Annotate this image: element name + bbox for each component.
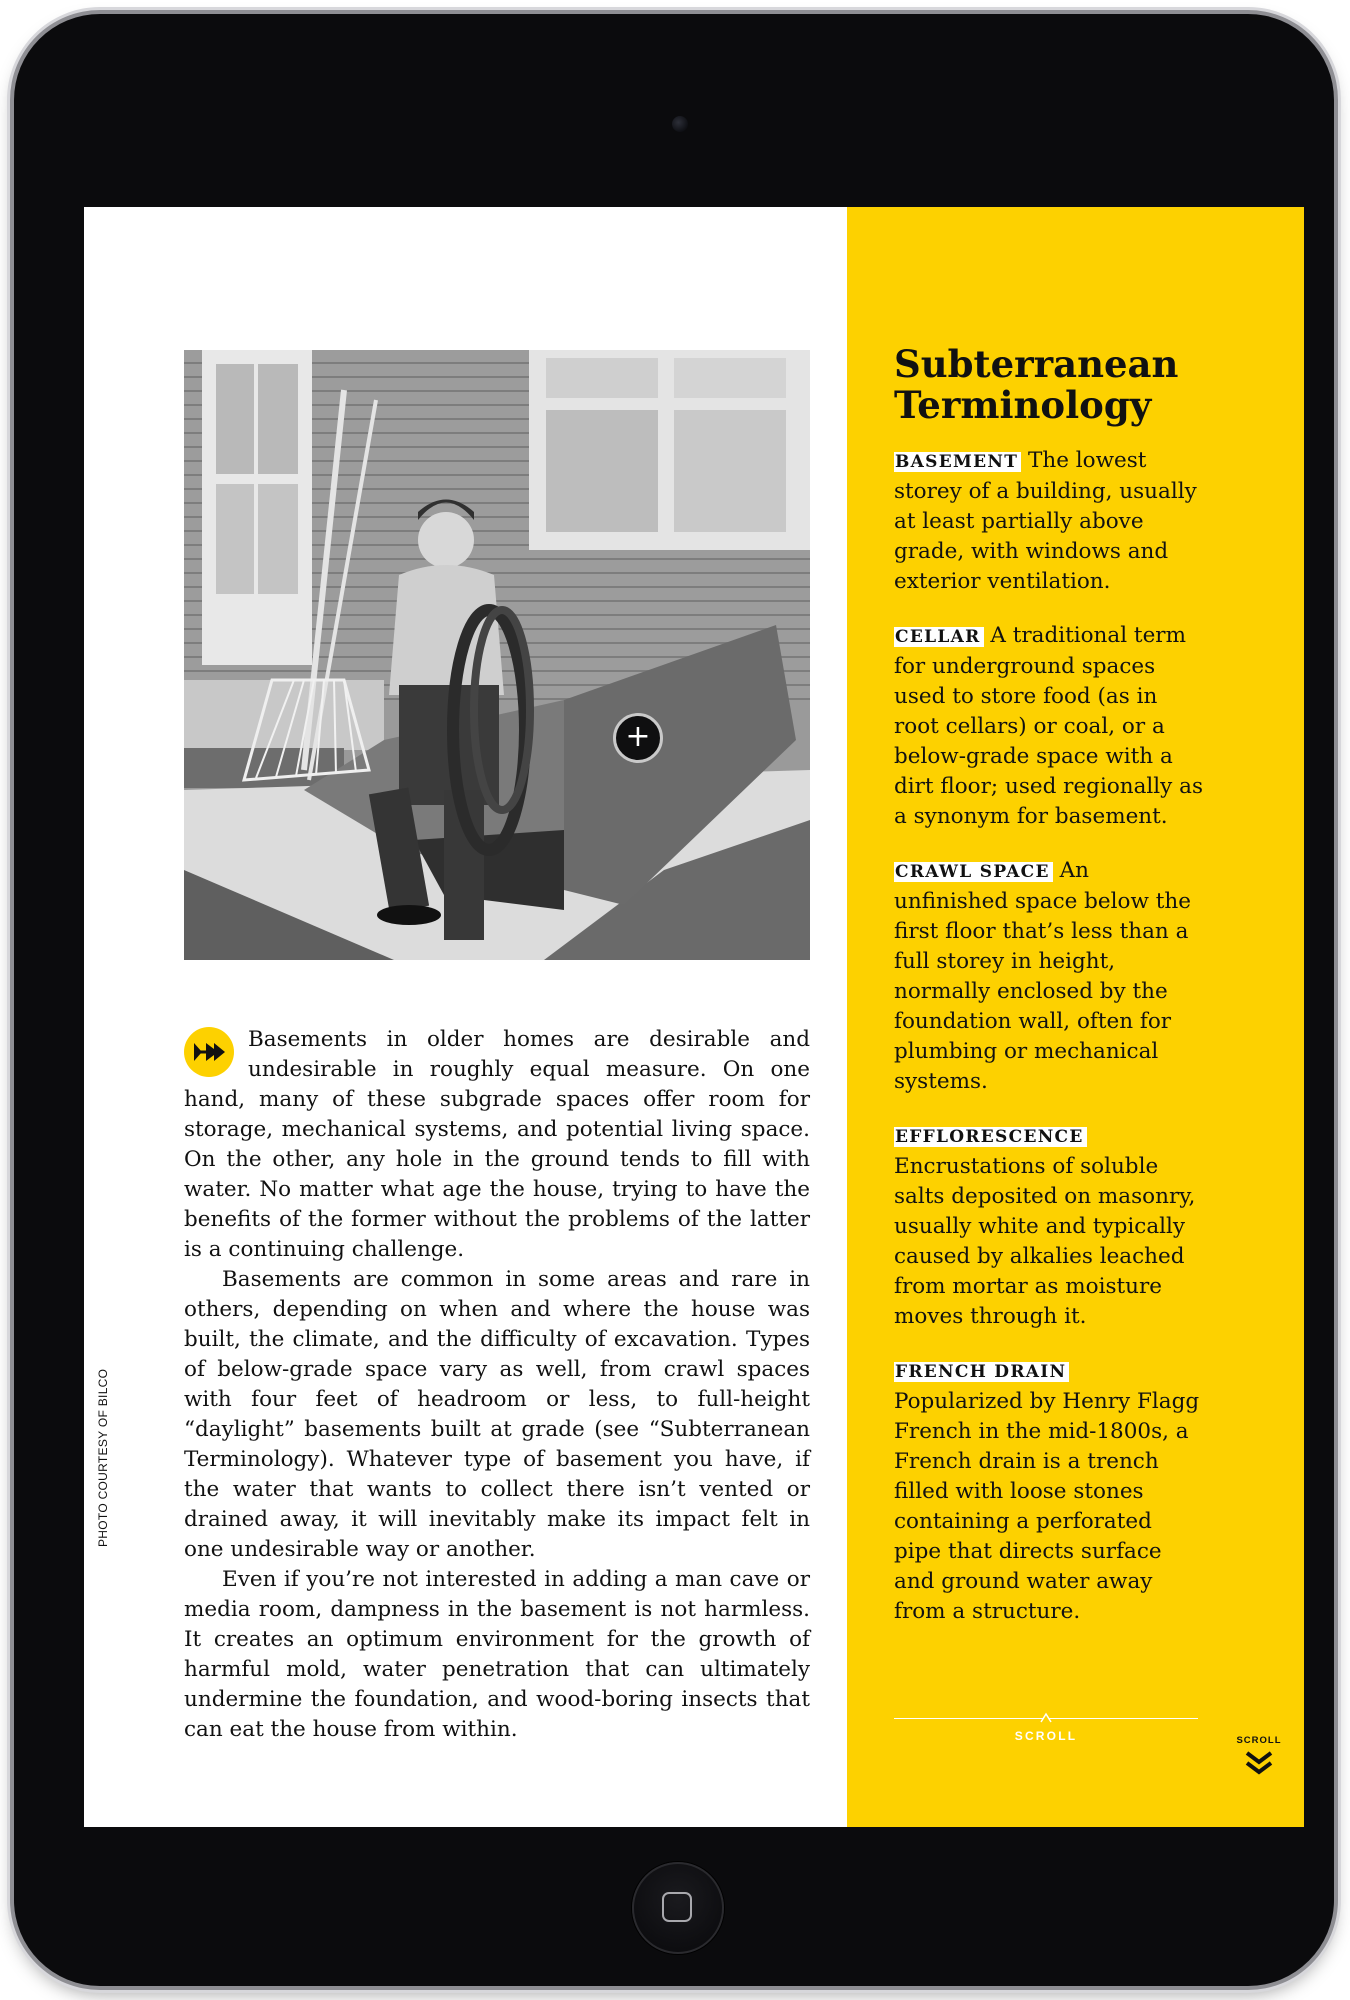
term-crawl-space <box>894 856 1204 1097</box>
sidebar-scroll-label[interactable]: SCROLL <box>1014 1729 1078 1743</box>
zoom-plus-icon[interactable]: + <box>613 713 663 763</box>
article-body <box>184 1025 810 1745</box>
term-label: EFFLORESCENCE <box>894 1127 1087 1147</box>
page-scroll-button[interactable] <box>1234 1735 1284 1776</box>
term-label: BASEMENT <box>894 452 1021 472</box>
article-paragraph-2: Basements are common in some areas and rare in others, depending on when and where the house was built, the climate, and the difficulty of excavation. Types of below-grade space vary as well, from crawl spaces with four feet of headroom or less, to full-height “daylight” basements built at grade (see “Subterranean Terminology). Whatever type of basement you have, if the water that wants to collect there isn’t vented or drained away, it will inevitably make its impact felt in one undesirable way or another. <box>184 1267 810 1562</box>
term-label: CELLAR <box>894 627 984 647</box>
sidebar-scroll-divider <box>894 1718 1198 1719</box>
page-scroll-label: SCROLL <box>1236 1735 1282 1746</box>
screen <box>84 207 1304 1827</box>
term-definition: An unfinished space below the first floor that’s less than a full storey in height, normally enclosed by the foundation wall, often for plumbing or mechanical systems. <box>894 858 1191 1094</box>
tablet-frame <box>14 14 1334 1986</box>
sidebar-title: Subterranean Terminology <box>894 342 1179 427</box>
basement-door-photo[interactable] <box>184 350 810 960</box>
double-chevron-down-icon <box>1244 1750 1274 1776</box>
term-definition: Popularized by Henry Flagg French in the mid-1800s, a French drain is a trench filled with loose stones containing a perforated pipe that directs surface and ground water away from a structure. <box>894 1389 1200 1624</box>
term-efflorescence <box>894 1121 1204 1332</box>
term-definition: A traditional term for underground spaces used to store food (as in root cellars) or coal, or a below-grade space with a dirt floor; used regionally as a synonym for basement. <box>894 623 1204 829</box>
front-camera <box>672 116 688 132</box>
article-paragraph-1-text: Basements in older homes are desirable and undesirable in roughly equal measure. On one hand, many of these subgrade spaces offer room for storage, mechanical systems, and potential living space. On the other, any hole in the ground tends to fill with water. No matter what age the house, trying to have the benefits of the former without the problems of the latter is a continuing challenge. <box>184 1027 810 1262</box>
caret-up-icon <box>1040 1711 1052 1723</box>
term-label: CRAWL SPACE <box>894 862 1053 882</box>
photo-illustration <box>184 350 810 960</box>
home-button[interactable] <box>632 1862 724 1954</box>
term-french-drain <box>894 1356 1204 1627</box>
term-cellar <box>894 621 1204 832</box>
term-label: FRENCH DRAIN <box>894 1362 1069 1382</box>
article-paragraph-3: Even if you’re not interested in adding a man cave or media room, dampness in the basement is not harmless. It creates an optimum environment for the growth of harmful mold, water penetration that can ultimately undermine the foundation, and wood-boring insects that can eat the house from within. <box>184 1567 810 1742</box>
terminology-sidebar[interactable] <box>894 344 1204 1651</box>
term-basement <box>894 446 1204 597</box>
term-definition: The lowest storey of a building, usually at least partially above grade, with windows and exterior ventilation. <box>894 448 1197 594</box>
home-square-icon <box>662 1892 692 1922</box>
article-paragraph-1 <box>184 1025 810 1265</box>
photo-credit: PHOTO COURTESY OF BILCO <box>96 1368 110 1547</box>
double-arrow-icon <box>184 1027 234 1077</box>
term-definition: Encrustations of soluble salts deposited on masonry, usually white and typically caused by alkalies leached from mortar as moisture moves through it. <box>894 1154 1196 1329</box>
